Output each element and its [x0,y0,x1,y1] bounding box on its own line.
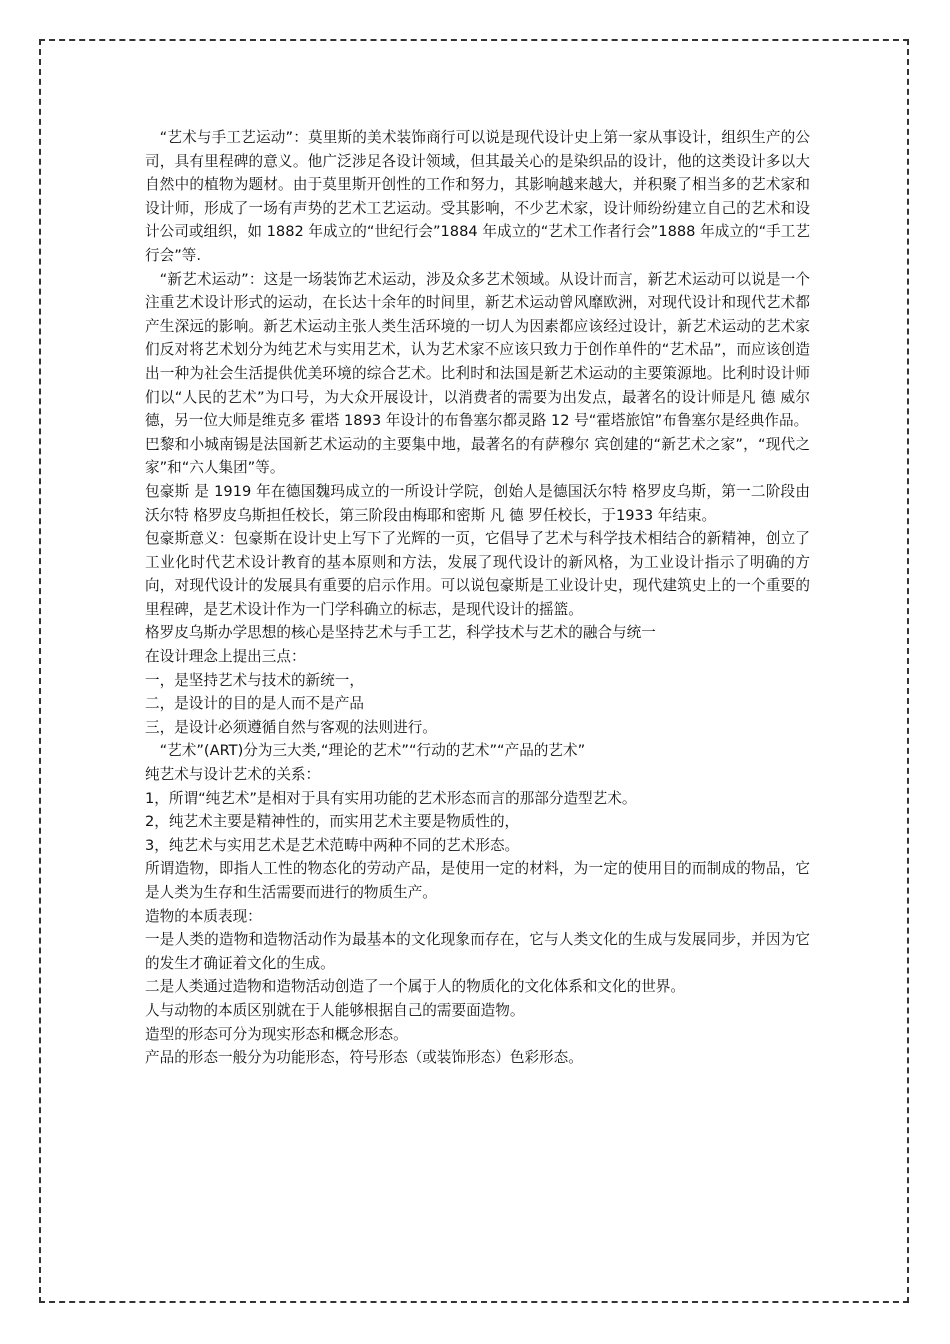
list-item-point-1: 一，是坚持艺术与技术的新统一， [145,671,364,689]
paragraph-art-nouveau: “新艺术运动”：这是一场装饰艺术运动，涉及众多艺术领域。从设计而言，新艺术运动可以说是一个注重艺术设计形式的运动，在长达十余年的时间里，新艺术运动曾风靡欧洲，对现代设计和现代艺术都产生深远的影响。新艺术运动主张人类生活环境的一切人为因素都应该经过设计，新艺术运动的艺术家们反对将艺术划分为纯艺术与实用艺术，认为艺术家不应该只致力于创作单件的“艺术品”，而应该创造出一种为社会生活提供优美环境的综合艺术。比利时和法国是新艺术运动的主要策源地。比利时设计师们以“人民的艺术”为口号，为大众开展设计，以消费者的需要为出发点，最著名的设计师是凡 德 威尔德，另一位大师是维克多 霍塔 1893 年设计的布鲁塞尔都灵路 12 号“霍塔旅馆”布鲁塞尔是经典作品。 [145,270,810,430]
paragraph-human-animal: 人与动物的本质区别就在于人能够根据自己的需要面造物。 [145,1001,525,1019]
paragraph-bauhaus-significance: 包豪斯意义：包豪斯在设计史上写下了光辉的一页，它倡导了艺术与科学技术相结合的新精神，创立了工业化时代艺术设计教育的基本原则和方法，发展了现代设计的新风格，为工业设计指示了明确的方向，对现代设计的发展具有重要的启示作用。可以说包豪斯是工业设计史，现代建筑史上的一个重要的里程碑，是艺术设计作为一门学科确立的标志，是现代设计的摇篮。 [145,530,810,618]
paragraph-bauhaus: 包豪斯 是 1919 年在德国魏玛成立的一所设计学院，创始人是德国沃尔特 格罗皮乌斯，第一二阶段由沃尔特 格罗皮乌斯担任校长，第三阶段由梅耶和密斯 凡 德 罗任校长，于1933 年结束。 [145,482,810,524]
paragraph-creation-definition: 所谓造物，即指人工性的物态化的劳动产品，是使用一定的材料，为一定的使用目的而制成的物品，它是人类为生存和生活需要而进行的物质生产。 [145,860,810,901]
paragraph-form-types: 造型的形态可分为现实形态和概念形态。 [145,1025,408,1043]
paragraph-creation-essence: 造物的本质表现： [145,907,262,925]
list-item-relation-1: 1，所谓“纯艺术”是相对于具有实用功能的艺术形态而言的那部分造型艺术。 [145,789,637,807]
list-item-relation-2: 2，纯艺术主要是精神性的，而实用艺术主要是物质性的， [145,813,520,831]
list-item-point-2: 二，是设计的目的是人而不是产品 [145,695,364,713]
document-body [145,126,810,1070]
paragraph-pure-vs-design-art: 纯艺术与设计艺术的关系： [145,766,321,784]
paragraph-product-forms: 产品的形态一般分为功能形态，符号形态（或装饰形态）色彩形态。 [145,1049,583,1067]
paragraph-gropius-core: 格罗皮乌斯办学思想的核心是坚持艺术与手工艺，科学技术与艺术的融合与统一 [145,624,656,642]
paragraph-arts-and-crafts: “艺术与手工艺运动”：莫里斯的美术装饰商行可以说是现代设计史上第一家从事设计，组织生产的公司，具有里程碑的意义。他广泛涉足各设计领域，但其最关心的是染织品的设计，他的这类设计多以大自然中的植物为题材。由于莫里斯开创性的工作和努力，其影响越来越大，并积聚了相当多的艺术家和设计师，形成了一场有声势的艺术工艺运动。受其影响，不少艺术家，设计师纷纷建立自己的艺术和设计公司或组织，如 1882 年成立的“世纪行会”1884 年成立的“艺术工作者行会”1888 年成立的“手工艺行会”等. [145,129,810,264]
paragraph-paris-nancy: 巴黎和小城南锡是法国新艺术运动的主要集中地，最著名的有萨穆尔 宾创建的“新艺术之家”，“现代之家”和“六人集团”等。 [145,435,810,477]
list-item-point-3: 三，是设计必须遵循自然与客观的法则进行。 [145,718,437,736]
list-item-essence-2: 二是人类通过造物和造物活动创造了一个属于人的物质化的文化体系和文化的世界。 [145,978,685,996]
paragraph-three-points-intro: 在设计理念上提出三点： [145,648,306,666]
list-item-relation-3: 3，纯艺术与实用艺术是艺术范畴中两种不同的艺术形态。 [145,836,520,854]
paragraph-art-categories: “艺术”(ART)分为三大类,“理论的艺术”“行动的艺术”“产品的艺术” [159,742,586,760]
list-item-essence-1: 一是人类的造物和造物活动作为最基本的文化现象而存在，它与人类文化的生成与发展同步，并因为它的发生才确证着文化的生成。 [145,931,810,972]
